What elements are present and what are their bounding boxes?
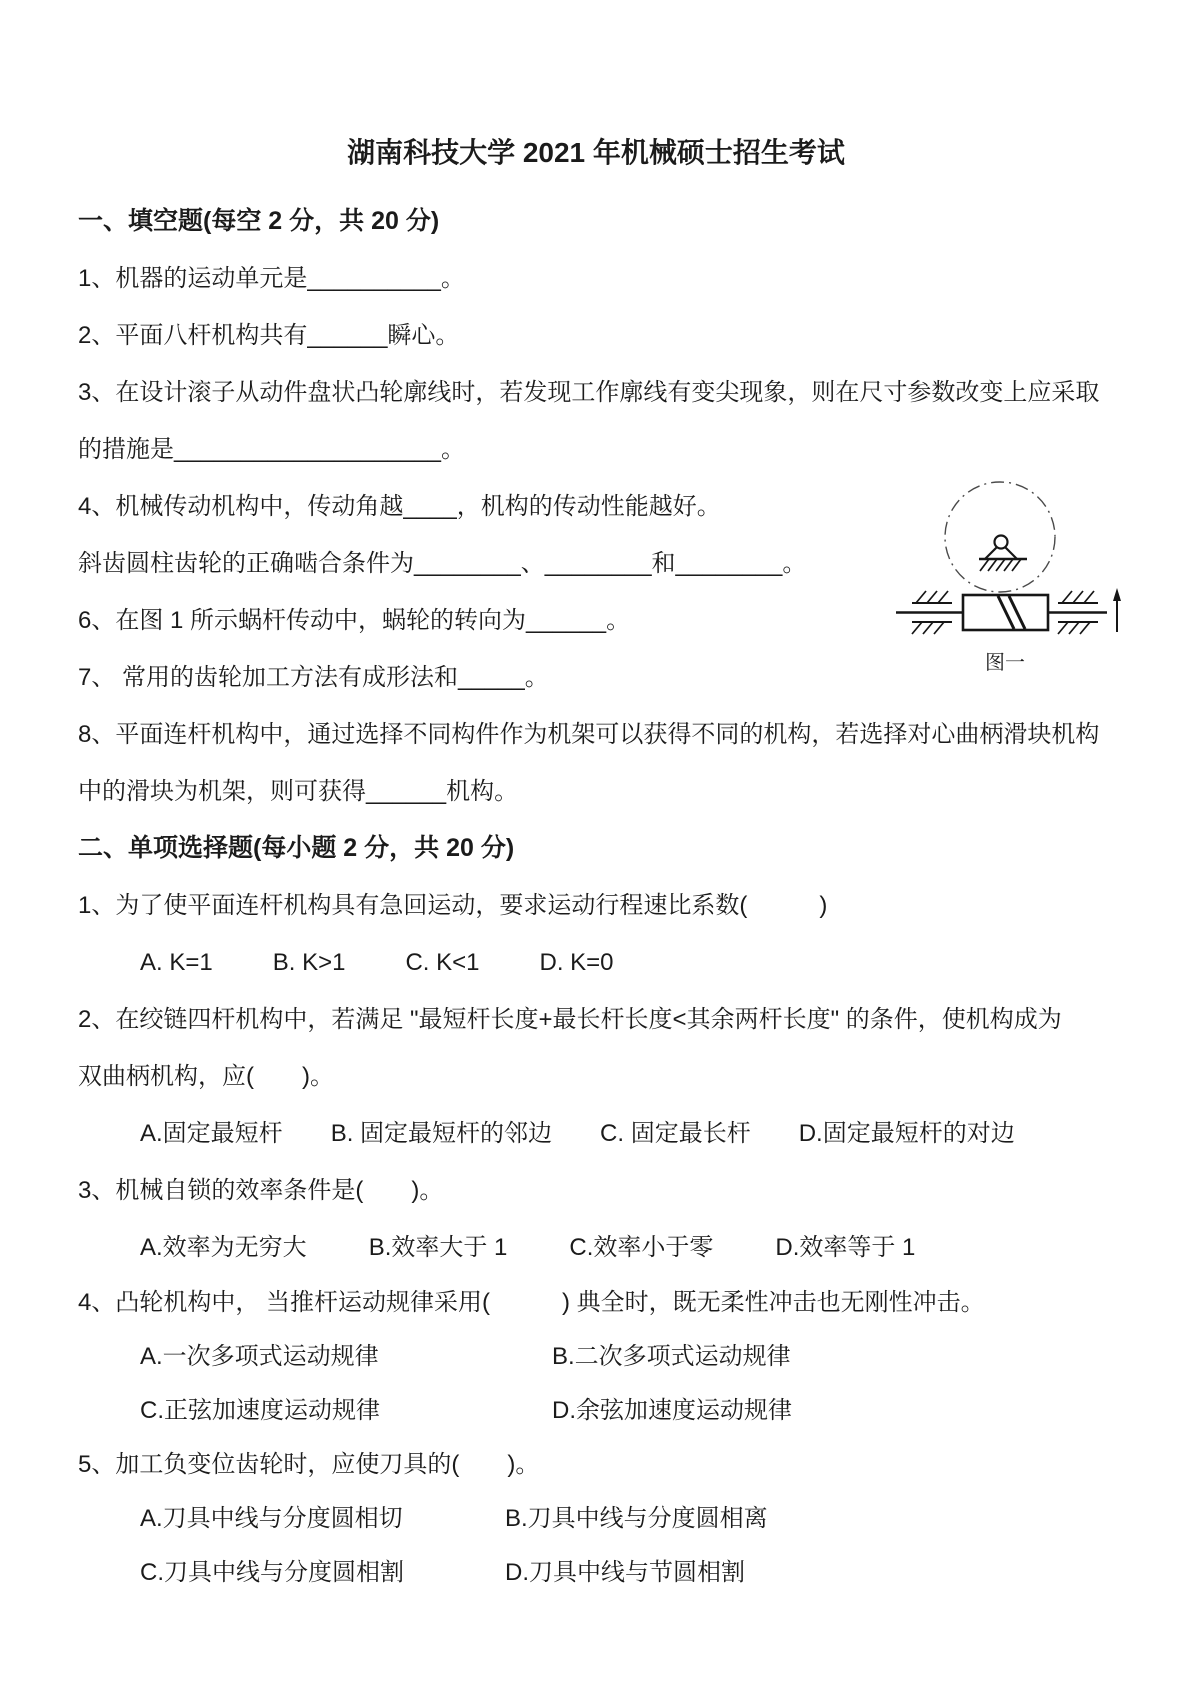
s2-question-4-options-ab xyxy=(78,1330,1114,1384)
option-c: C. 固定最长杆 xyxy=(600,1120,751,1147)
option-d: D.效率等于 1 xyxy=(775,1234,916,1261)
option-b: B. 固定最短杆的邻边 xyxy=(330,1120,553,1147)
section1-heading: 一、填空题(每空 2 分，共 20 分) xyxy=(78,207,440,235)
s2-tail-block xyxy=(78,1276,1114,1600)
s1-question-2: 2、平面八杆机构共有______瞬心。 xyxy=(78,322,460,349)
s2-question-5-stem: 5、加工负变位齿轮时，应使刀具的( )。 xyxy=(78,1451,540,1478)
option-d: D.固定最短杆的对边 xyxy=(798,1120,1015,1147)
page-title: 湖南科技大学 2021 年机械硕士招生考试 xyxy=(347,137,845,168)
option-d: D.刀具中线与节圆相割 xyxy=(505,1559,745,1586)
option-d: D. K=0 xyxy=(539,949,614,976)
option-b: B.效率大于 1 xyxy=(368,1234,508,1261)
option-c: C.效率小于零 xyxy=(569,1234,714,1261)
s1-question-7: 7、 常用的齿轮加工方法有成形法和_____。 xyxy=(78,664,549,691)
option-a: A.固定最短杆 xyxy=(140,1120,283,1147)
option-a: A.一次多项式运动规律 xyxy=(140,1343,379,1370)
s1-question-3-line1: 3、在设计滚子从动件盘状凸轮廓线时，若发现工作廓线有变尖现象，则在尺寸参数改变上应采取 xyxy=(78,379,1100,406)
s1-question-5: 斜齿圆柱齿轮的正确啮合条件为________、________和________。 xyxy=(78,550,807,577)
option-b: B.二次多项式运动规律 xyxy=(552,1343,791,1370)
s2-question-5-options-ab xyxy=(78,1492,1114,1546)
s1-question-8-line2: 中的滑块为机架，则可获得______机构。 xyxy=(78,778,519,805)
s2-question-4-stem: 4、凸轮机构中， 当推杆运动规律采用( ) 典全时，既无柔性冲击也无刚性冲击。 xyxy=(78,1289,985,1316)
s2-question-2-stem-line1: 2、在绞链四杆机构中，若满足 "最短杆长度+最长杆长度<其余两杆长度" 的条件，使机构成为 xyxy=(78,1006,1062,1033)
s2-question-4-options-cd xyxy=(78,1384,1114,1438)
option-c: C.正弦加速度运动规律 xyxy=(140,1397,380,1424)
option-a: A. K=1 xyxy=(140,949,213,976)
s1-question-3-line2: 的措施是____________________。 xyxy=(78,436,465,463)
section2-heading: 二、单项选择题(每小题 2 分，共 20 分) xyxy=(78,834,515,862)
option-c: C.刀具中线与分度圆相割 xyxy=(140,1559,404,1586)
s2-question-1-stem: 1、为了使平面连杆机构具有急回运动，要求运动行程速比系数( ) xyxy=(78,892,828,919)
s2-question-1-options xyxy=(78,934,1114,991)
option-d: D.余弦加速度运动规律 xyxy=(552,1397,792,1424)
option-b: B.刀具中线与分度圆相离 xyxy=(505,1505,768,1532)
option-b: B. K>1 xyxy=(272,949,346,976)
fixed-pivot-icon xyxy=(979,536,1027,572)
direction-arrow-icon xyxy=(1113,588,1121,632)
s1-question-1: 1、机器的运动单元是__________。 xyxy=(78,265,465,292)
s2-question-3-options xyxy=(78,1219,1114,1276)
s1-question-8-line1: 8、平面连杆机构中，通过选择不同构件作为机架可以获得不同的机构，若选择对心曲柄滑块机构 xyxy=(78,721,1100,748)
s2-question-3-stem: 3、机械自锁的效率条件是( )。 xyxy=(78,1177,444,1204)
option-a: A.刀具中线与分度圆相切 xyxy=(140,1505,403,1532)
s2-question-2-stem-line2: 双曲柄机构，应( )。 xyxy=(78,1063,334,1090)
s1-question-4: 4、机械传动机构中，传动角越____，机构的传动性能越好。 xyxy=(78,493,721,520)
s1-question-6: 6、在图 1 所示蜗杆传动中，蜗轮的转向为______。 xyxy=(78,607,631,634)
s2-question-2-options xyxy=(78,1105,1114,1162)
s2-question-5-options-cd xyxy=(78,1546,1114,1600)
option-c: C. K<1 xyxy=(405,949,480,976)
figure-caption: 图一 xyxy=(985,652,1025,674)
option-a: A.效率为无穷大 xyxy=(140,1234,307,1261)
